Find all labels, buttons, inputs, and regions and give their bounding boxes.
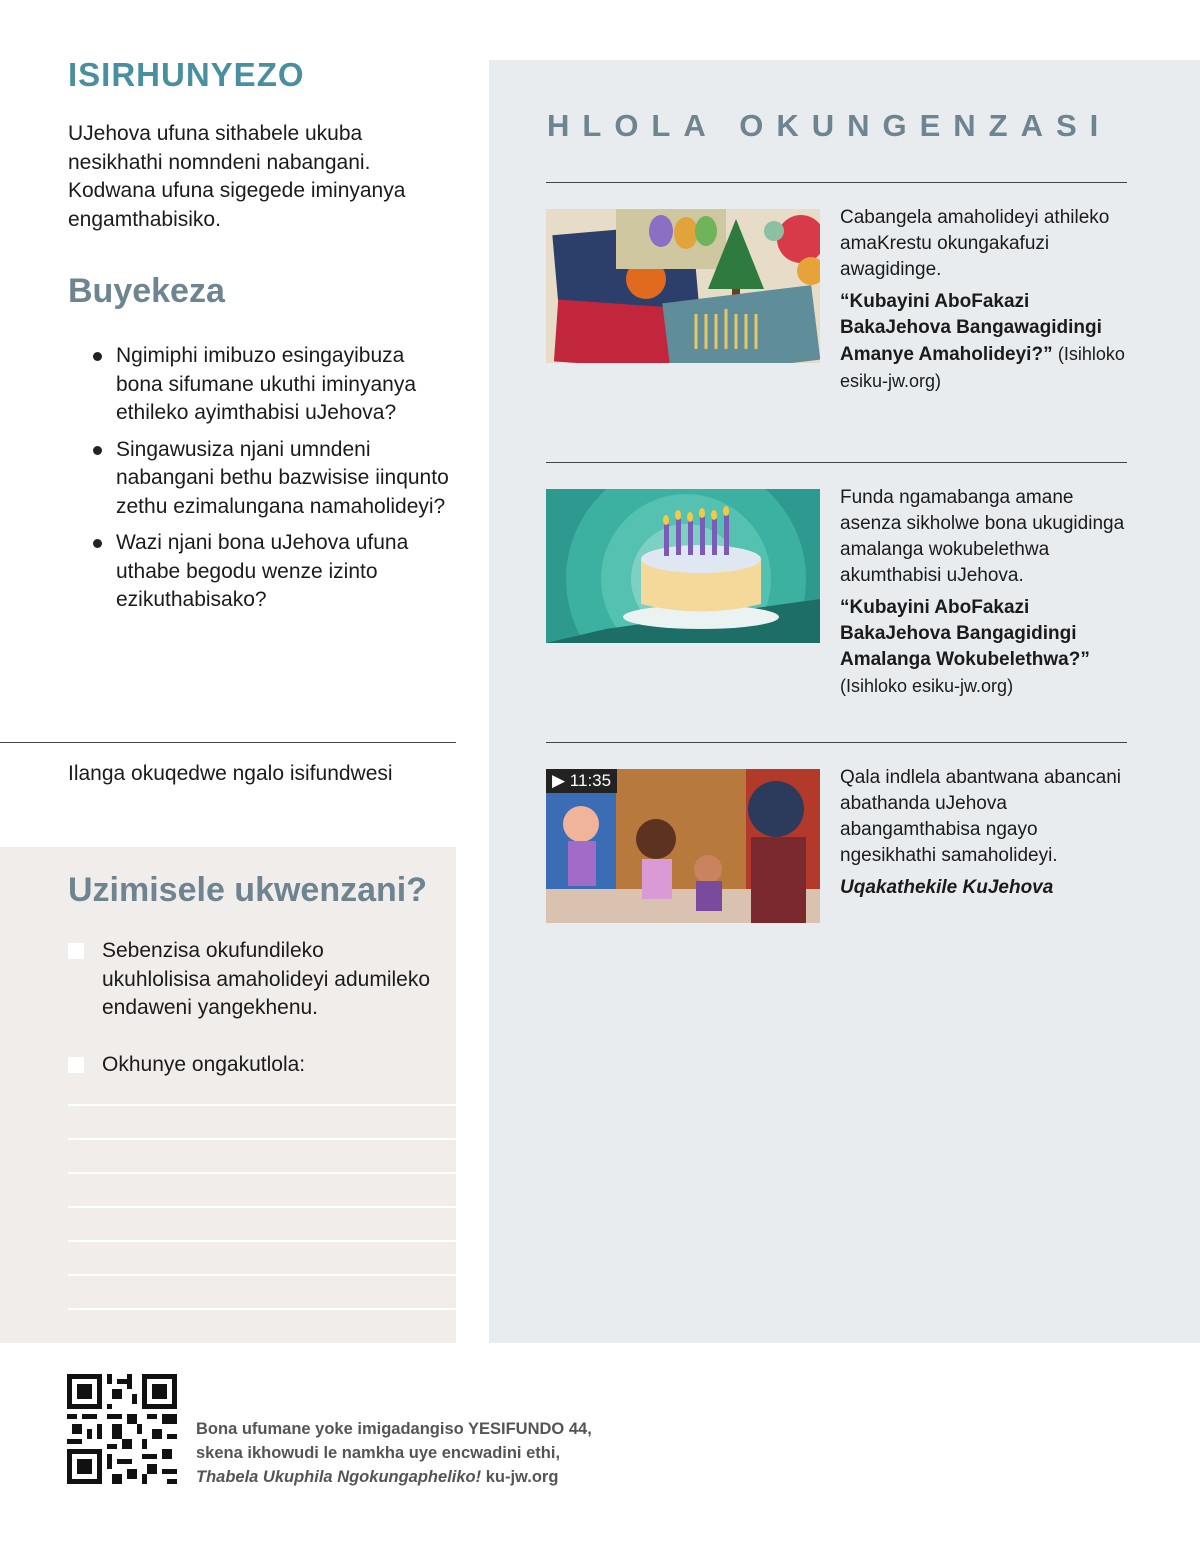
review-question-text: Singawusiza njani umndeni nabangani bethu bazwisise iinqunto zethu ezimalungana namaholideyi? (116, 437, 449, 518)
divider (546, 182, 1127, 183)
explore-item-reference[interactable] (840, 595, 1130, 700)
review-question-list (90, 342, 450, 623)
video-duration-badge: ▶ 11:35 (546, 769, 617, 793)
writing-line[interactable] (68, 1274, 456, 1276)
bullet-icon (93, 539, 102, 548)
divider (546, 742, 1127, 743)
completion-date-label: Ilanga okuqedwe ngalo isifundwesi (68, 762, 393, 785)
goal-item-text: Okhunye ongakutlola: (102, 1053, 306, 1076)
holidays-collage-image[interactable] (546, 209, 820, 363)
bullet-icon (93, 446, 102, 455)
review-question-text: Ngimiphi imibuzo esingayibuza bona sifumane ukuthi iminyanya ethileko ayimthabisi uJehova? (116, 344, 417, 424)
writing-line[interactable] (68, 1206, 456, 1208)
article-title-link[interactable]: “Kubayini AboFakazi BakaJehova Bangagidingi Amalanga Wokubelethwa?” (840, 597, 1090, 670)
explore-item-text (840, 485, 1130, 700)
divider (0, 742, 456, 743)
goal-item-text: Sebenzisa okufundileko ukuhlolisisa amaholideyi adumileko endaweni yangekhenu. (102, 939, 431, 1019)
cartoon-children-video-thumbnail[interactable] (546, 769, 820, 923)
footer-line-2: skena ikhowudi le namkha uye encwadini ethi, (196, 1444, 561, 1462)
footer-site-link[interactable]: ku-jw.org (485, 1468, 559, 1486)
qr-code-icon[interactable] (67, 1374, 177, 1484)
checkbox-icon[interactable] (68, 943, 84, 959)
explore-item-description: Cabangela amaholideyi athileko amaKrestu okungakafuzi awagidinge. (840, 207, 1110, 280)
article-title-link[interactable]: “Kubayini AboFakazi BakaJehova Bangawagidingi Amanye Amaholideyi?” (840, 291, 1102, 365)
explore-item-reference[interactable] (840, 289, 1130, 395)
explore-item-text (840, 205, 1130, 395)
writing-line[interactable] (68, 1104, 456, 1106)
review-question (90, 342, 450, 428)
explore-item-text (840, 765, 1130, 901)
footer-text (196, 1417, 592, 1489)
review-title: Buyekeza (68, 272, 225, 310)
explore-item-description: Qala indlela abantwana abancani abathanda uJehova abangamthabisa ngayo ngesikhathi samaholideyi. (840, 767, 1121, 866)
review-question-text: Wazi njani bona uJehova ufuna uthabe begodu wenze izinto ezikuthabisako? (116, 531, 409, 611)
summary-title: ISIRHUNYEZO (68, 56, 305, 93)
writing-line[interactable] (68, 1308, 456, 1310)
review-question (90, 436, 450, 522)
article-source: (Isihloko esiku-jw.org) (840, 344, 1125, 391)
goals-title: Uzimisele ukwenzani? (68, 871, 427, 909)
explore-title: HLOLA OKUNGENZASI (547, 108, 1112, 143)
divider (546, 462, 1127, 463)
bullet-icon (93, 352, 102, 361)
goals-box (0, 847, 456, 1343)
article-source: (Isihloko esiku-jw.org) (840, 676, 1014, 696)
video-title-link[interactable]: Uqakathekile KuJehova (840, 877, 1054, 898)
explore-panel (489, 60, 1200, 1343)
footer-line-1: Bona ufumane yoke imigadangiso YESIFUNDO 44, (196, 1420, 592, 1438)
book-title: Thabela Ukuphila Ngokungapheliko! (196, 1468, 482, 1486)
birthday-cake-image[interactable] (546, 489, 820, 643)
writing-line[interactable] (68, 1172, 456, 1174)
goal-item-other[interactable] (68, 1051, 438, 1080)
checkbox-icon[interactable] (68, 1057, 84, 1073)
writing-line[interactable] (68, 1138, 456, 1140)
writing-line[interactable] (68, 1240, 456, 1242)
explore-item-description: Funda ngamabanga amane asenza sikholwe bona ukugidinga amalanga wokubelethwa akumthabisi uJehova. (840, 487, 1125, 586)
summary-text: UJehova ufuna sithabele ukuba nesikhathi nomndeni nabangani. Kodwana ufuna sigegede iminyanya engamthabisiko. (68, 122, 406, 231)
review-question (90, 529, 450, 615)
goal-item-apply[interactable] (68, 937, 438, 1023)
